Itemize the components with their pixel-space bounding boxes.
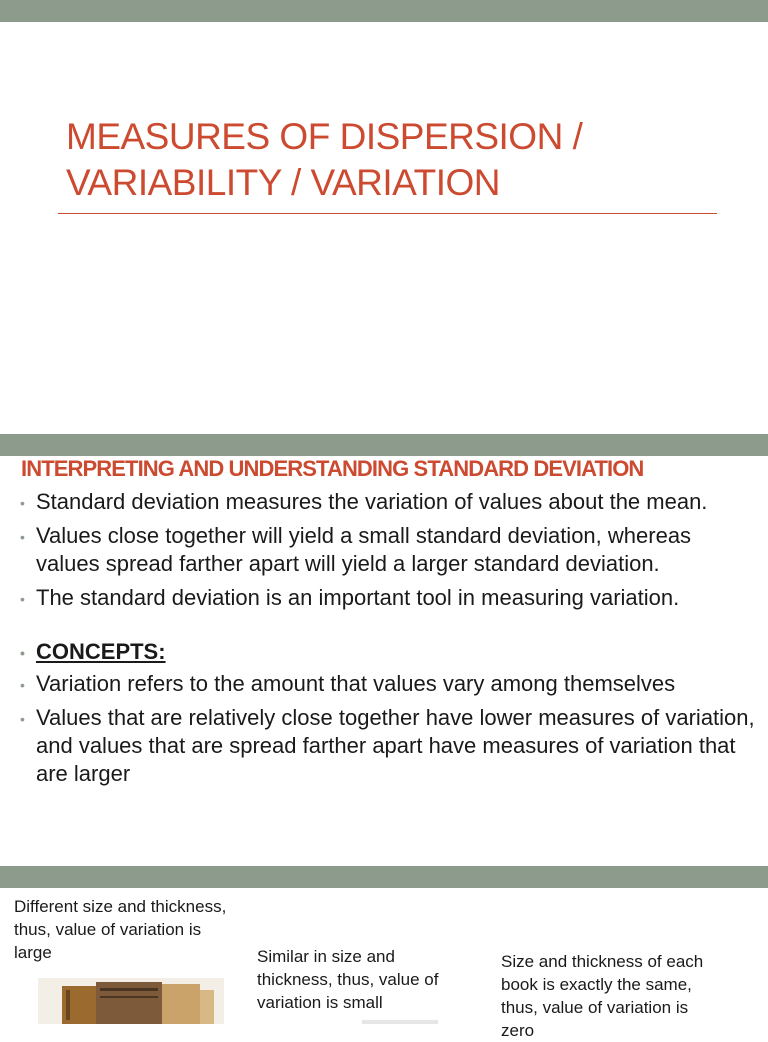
bullet-marker: • <box>20 677 25 693</box>
title-underline-rule <box>58 213 717 214</box>
bullet-list <box>20 488 755 788</box>
title-line-1: MEASURES OF DISPERSION / <box>66 116 583 157</box>
books-stack-image <box>38 978 224 1024</box>
bullet-text: Standard deviation measures the variation of values about the mean. <box>36 489 708 514</box>
slide-heading: INTERPRETING AND UNDERSTANDING STANDARD DEVIATION <box>21 456 644 481</box>
slide-title <box>0 0 768 434</box>
bullet-marker: • <box>20 529 25 545</box>
slide-books-examples <box>0 866 768 1040</box>
bullet-item <box>20 670 755 698</box>
bullet-marker: • <box>20 495 25 511</box>
bullet-text: Values that are relatively close together have lower measures of variation, and values that are spread farther apart have measures of variation that are larger <box>36 705 755 786</box>
slide-title-heading <box>66 114 726 206</box>
books-uniform-image <box>362 1020 438 1024</box>
bullet-text: CONCEPTS: <box>36 639 166 664</box>
bullet-item <box>20 704 755 788</box>
bullet-text: Values close together will yield a small standard deviation, whereas values spread farther apart will yield a larger standard deviation. <box>36 523 692 576</box>
bullet-item <box>20 584 755 612</box>
title-line-2: VARIABILITY / VARIATION <box>66 162 500 203</box>
bullet-marker: • <box>20 645 25 661</box>
slide-top-band <box>0 866 768 888</box>
bullet-marker: • <box>20 591 25 607</box>
slide-standard-deviation <box>0 434 768 866</box>
slide-top-band <box>0 434 768 456</box>
slide-top-band <box>0 0 768 22</box>
bullet-text: The standard deviation is an important tool in measuring variation. <box>36 585 680 610</box>
bullet-marker: • <box>20 711 25 727</box>
caption-small-variation: Similar in size and thickness, thus, value of variation is small <box>257 947 439 1012</box>
bullet-item <box>20 488 755 516</box>
bullet-item <box>20 522 755 578</box>
bullet-item-concepts <box>20 638 755 666</box>
bullet-text: Variation refers to the amount that values vary among themselves <box>36 671 676 696</box>
caption-zero-variation: Size and thickness of each book is exactly the same, thus, value of variation is zero <box>501 952 704 1040</box>
caption-large-variation: Different size and thickness, thus, value of variation is large <box>14 897 227 962</box>
